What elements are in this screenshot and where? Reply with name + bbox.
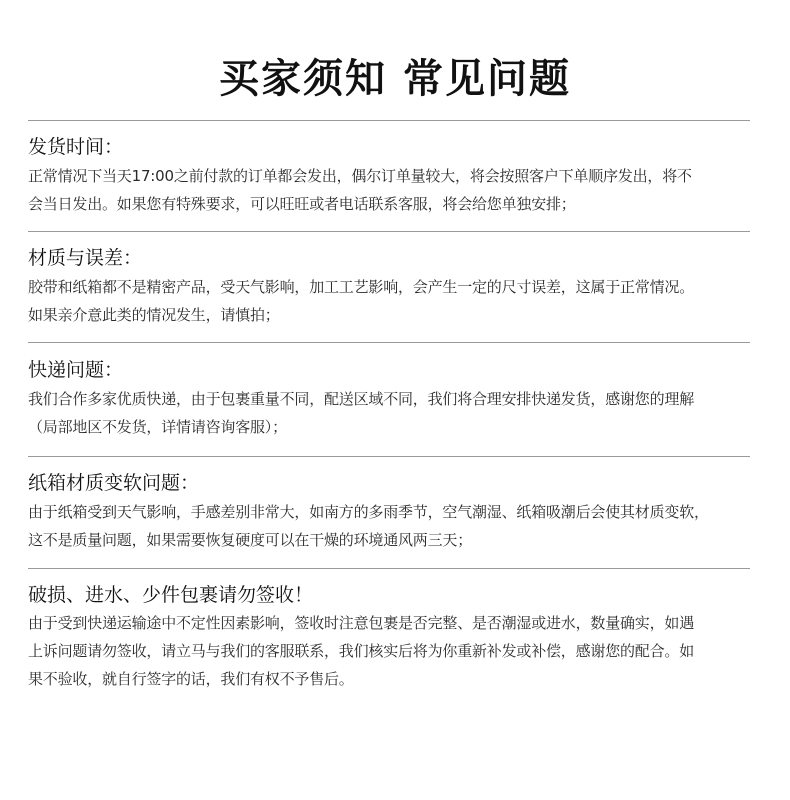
divider (28, 568, 750, 569)
page-title: 买家须知 常见问题 (219, 56, 571, 102)
section-body-shipping-time: 正常情况下当天17:00之前付款的订单都会发出，偶尔订单量较大，将会按照客户下单顺序发出，将不 会当日发出。如果您有特殊要求，可以旺旺或者电话联系客服，将会给您单独安排； (28, 167, 692, 213)
section-body-carton-softening: 由于纸箱受到天气影响，手感差别非常大，如南方的多雨季节，空气潮湿、纸箱吸潮后会使其材质变软， 这不是质量问题，如果需要恢复硬度可以在干燥的环境通风两三天； (28, 503, 709, 549)
divider (28, 456, 750, 457)
divider (28, 120, 750, 121)
section-heading-shipping-time: 发货时间： (28, 136, 124, 158)
divider (28, 231, 750, 232)
section-body-courier: 我们合作多家优质快递，由于包裹重量不同，配送区域不同，我们将合理安排快递发货，感谢您的理解 （局部地区不发货，详情请咨询客服）； (28, 390, 695, 436)
section-heading-courier: 快递问题： (28, 359, 124, 381)
divider (28, 342, 750, 343)
section-body-damaged-package: 由于受到快递运输途中不定性因素影响，签收时注意包裹是否完整、是否潮湿或进水，数量确实，如遇 上诉问题请勿签收，请立马与我们的客服联系，我们核实后将为你重新补发或补偿，感谢您的配合。如 果不验收，就自行签字的话，我们有权不予售后。 (28, 614, 695, 688)
section-body-material-tolerance: 胶带和纸箱都不是精密产品，受天气影响，加工工艺影响，会产生一定的尺寸误差，这属于正常情况。 如果亲介意此类的情况发生，请慎拍； (28, 278, 695, 324)
section-heading-carton-softening: 纸箱材质变软问题： (28, 472, 200, 494)
section-heading-material-tolerance: 材质与误差： (28, 247, 143, 269)
section-heading-damaged-package: 破损、进水、少件包裹请勿签收！ (28, 584, 314, 606)
